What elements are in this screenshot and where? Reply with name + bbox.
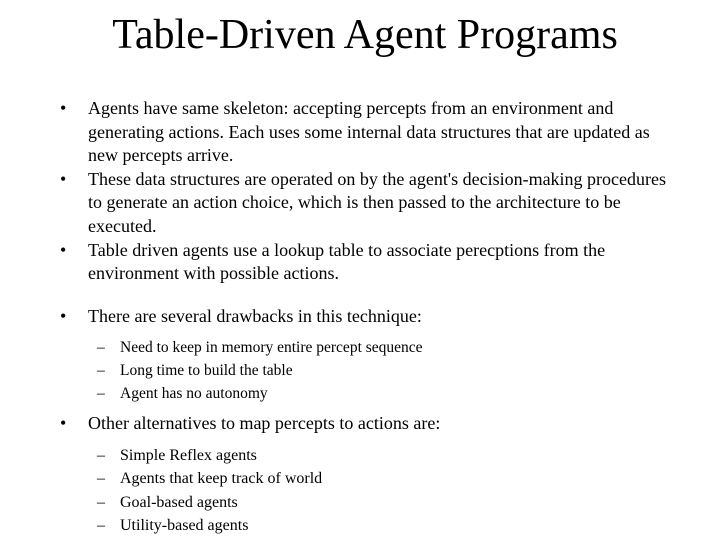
sub-item-text: Need to keep in memory entire percept sequence	[120, 339, 423, 357]
sub-item-text: Simple Reflex agents	[120, 446, 257, 464]
sub-item	[88, 467, 680, 491]
dash-marker: –	[97, 446, 105, 464]
dash-marker: –	[97, 470, 105, 488]
bullet-list	[0, 97, 720, 538]
slide-title: Table-Driven Agent Programs	[112, 12, 618, 58]
sub-item	[88, 491, 680, 515]
bullet-marker: •	[60, 305, 67, 326]
bullet-text: There are several drawbacks in this technique:	[88, 305, 422, 326]
sub-item	[88, 514, 680, 538]
dash-marker: –	[97, 493, 105, 511]
bullet-item	[0, 412, 720, 538]
bullet-text: Table driven agents use a lookup table to associate perecptions from the environment with possible actions.	[88, 239, 606, 284]
dash-marker: –	[97, 339, 105, 357]
sub-item-text: Utility-based agents	[120, 517, 249, 535]
bullet-text: Agents have same skeleton: accepting percepts from an environment and generating actions. Each uses some internal data structures that are updated as new percepts arrive.	[88, 98, 650, 166]
sub-item-text: Agent has no autonomy	[120, 385, 268, 403]
bullet-text: Other alternatives to map percepts to actions are:	[88, 413, 441, 434]
sub-item-text: Goal-based agents	[120, 493, 238, 511]
dash-marker: –	[97, 517, 105, 535]
sub-item	[88, 444, 680, 468]
bullet-item	[0, 168, 720, 239]
dash-marker: –	[97, 385, 105, 403]
drawbacks-list	[88, 336, 680, 405]
bullet-marker: •	[60, 239, 67, 260]
sub-item	[88, 359, 680, 382]
sub-item	[88, 336, 680, 359]
dash-marker: –	[97, 362, 105, 380]
bullet-item	[0, 305, 720, 406]
sub-item-text: Agents that keep track of world	[120, 470, 323, 488]
bullet-marker: •	[60, 413, 67, 434]
bullet-marker: •	[60, 168, 67, 189]
sub-item	[88, 382, 680, 405]
alternatives-list	[88, 444, 680, 538]
bullet-marker: •	[60, 98, 67, 118]
bullet-item	[0, 239, 720, 286]
sub-item-text: Long time to build the table	[120, 362, 293, 380]
bullet-text: These data structures are operated on by the agent's decision-making procedures to generate an action choice, which is then passed to the architecture to be executed.	[88, 168, 667, 236]
bullet-item	[0, 97, 720, 168]
